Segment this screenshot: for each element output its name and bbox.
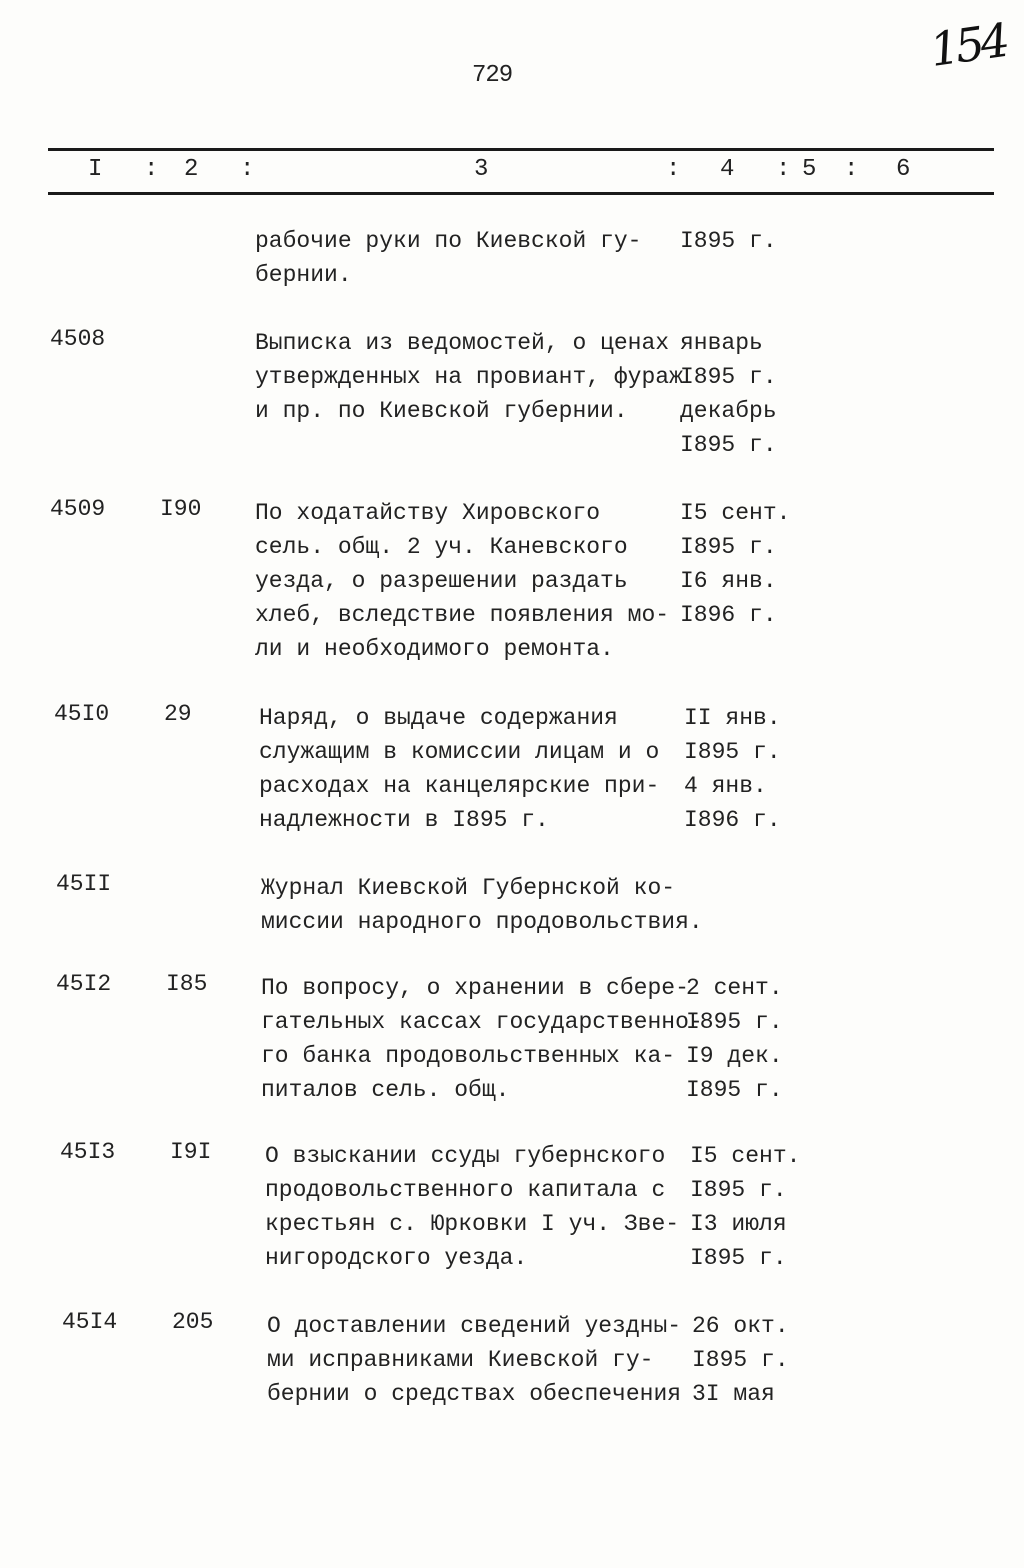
description-line: сель. общ. 2 уч. Каневского [255, 534, 628, 560]
date-line: I9 дек. [686, 1043, 783, 1069]
date-line: I896 г. [680, 602, 777, 628]
sheet-count: I9I [170, 1139, 212, 1165]
description-line: служащим в комиссии лицам и о [259, 739, 660, 765]
col-header-6: 6 [896, 156, 911, 183]
col-header-5: 5 [802, 156, 817, 183]
date-line: I895 г. [684, 739, 781, 765]
date-line: II янв. [684, 705, 781, 731]
date-line: 3I мая [692, 1381, 775, 1407]
description-line: Выписка из ведомостей, о ценах [255, 330, 670, 356]
col-separator: : [240, 156, 255, 183]
date-line: I895 г. [680, 228, 777, 254]
col-separator: : [666, 156, 681, 183]
date-line: I895 г. [686, 1077, 783, 1103]
description-line: По вопросу, о хранении в сбере- [261, 975, 689, 1001]
sheet-count: I90 [160, 496, 202, 522]
description-line: Журнал Киевской Губернской ко- [261, 875, 676, 901]
description-line: нигородского уезда. [265, 1245, 528, 1271]
description-line: бернии о средствах обеспечения [267, 1381, 682, 1407]
date-line: I895 г. [686, 1009, 783, 1035]
entry-dates [680, 224, 777, 258]
entry-description [261, 871, 703, 939]
date-line: I5 сент. [690, 1143, 801, 1169]
entry-description [259, 701, 659, 837]
entry-dates [686, 971, 783, 1107]
entry-description [267, 1309, 681, 1411]
handwritten-sheet-number: 154 [926, 12, 1010, 78]
date-line: I895 г. [680, 432, 777, 458]
sheet-count: 29 [164, 701, 192, 727]
col-header-2: 2 [184, 156, 199, 183]
description-line: ли и необходимого ремонта. [255, 636, 614, 662]
header-top-rule [48, 148, 994, 151]
description-line: О доставлении сведений уездны- [267, 1313, 682, 1339]
entry-dates [680, 326, 777, 462]
entry-number: 45I0 [54, 701, 110, 727]
description-line: надлежности в I895 г. [259, 807, 549, 833]
entry-dates [680, 496, 790, 632]
description-line: го банка продовольственных ка- [261, 1043, 676, 1069]
date-line: I895 г. [680, 534, 777, 560]
col-separator: : [844, 156, 859, 183]
entry-number: 45I4 [62, 1309, 118, 1335]
entry-number: 4508 [50, 326, 106, 352]
description-line: уезда, о разрешении раздать [255, 568, 628, 594]
date-line: декабрь [680, 398, 777, 424]
entry-dates [692, 1309, 789, 1411]
description-line: утвержденных на провиант, фураж [255, 364, 683, 390]
description-line: По ходатайству Хировского [255, 500, 601, 526]
description-line: бернии. [255, 262, 352, 288]
col-header-4: 4 [720, 156, 735, 183]
description-line: ми исправниками Киевской гу- [267, 1347, 654, 1373]
entry-description [255, 496, 669, 666]
entry-dates [690, 1139, 800, 1275]
description-line: миссии народного продовольствия. [261, 909, 703, 935]
date-line: I5 сент. [680, 500, 791, 526]
entry-dates [684, 701, 781, 837]
entry-number: 45II [56, 871, 112, 897]
col-separator: : [776, 156, 791, 183]
entry-description [265, 1139, 679, 1275]
header-bottom-rule [48, 192, 994, 195]
description-line: расходах на канцелярские при- [259, 773, 660, 799]
description-line: питалов сель. общ. [261, 1077, 510, 1103]
col-separator: : [144, 156, 159, 183]
description-line: Наряд, о выдаче содержания [259, 705, 618, 731]
description-line: крестьян с. Юрковки I уч. Зве- [265, 1211, 680, 1237]
date-line: I895 г. [680, 364, 777, 390]
date-line: I895 г. [690, 1245, 787, 1271]
date-line: I6 янв. [680, 568, 777, 594]
sheet-count: I85 [166, 971, 208, 997]
col-header-1: I [88, 156, 103, 183]
entry-description [255, 326, 683, 428]
date-line: 26 окт. [692, 1313, 789, 1339]
description-line: гательных кассах государственно- [261, 1009, 703, 1035]
page-number: 729 [472, 62, 513, 89]
description-line: и пр. по Киевской губернии. [255, 398, 628, 424]
entry-number: 45I2 [56, 971, 112, 997]
sheet-count: 205 [172, 1309, 214, 1335]
date-line: 4 янв. [684, 773, 767, 799]
description-line: продовольственного капитала с [265, 1177, 666, 1203]
entry-number: 4509 [50, 496, 106, 522]
entry-number: 45I3 [60, 1139, 116, 1165]
date-line: I896 г. [684, 807, 781, 833]
col-header-3: 3 [474, 156, 489, 183]
date-line: I895 г. [692, 1347, 789, 1373]
description-line: хлеб, вследствие появления мо- [255, 602, 670, 628]
date-line: I3 июля [690, 1211, 787, 1237]
date-line: январь [680, 330, 763, 356]
description-line: О взыскании ссуды губернского [265, 1143, 666, 1169]
date-line: I895 г. [690, 1177, 787, 1203]
entry-description [261, 971, 703, 1107]
entry-description [255, 224, 641, 292]
description-line: рабочие руки по Киевской гу- [255, 228, 642, 254]
date-line: 2 сент. [686, 975, 783, 1001]
